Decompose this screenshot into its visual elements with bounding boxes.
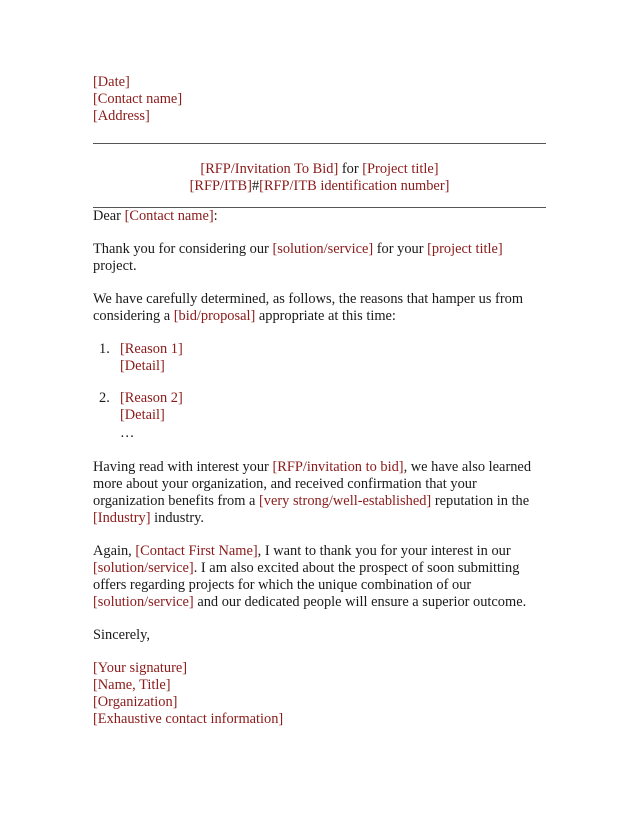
paragraph-organization (93, 459, 548, 527)
reason-placeholder: [Reason 2] (120, 390, 183, 406)
title-line-2 (93, 178, 546, 195)
reason-item (93, 341, 548, 375)
para3-reputation-placeholder: [very strong/well-established] (258, 493, 432, 509)
title-line-1 (93, 161, 546, 178)
salutation-colon: : (213, 208, 218, 224)
reasons-list (93, 341, 548, 424)
signature-block (93, 660, 548, 728)
para2-bid-proposal-placeholder: [bid/proposal] (173, 308, 256, 324)
para4-solution-placeholder-2: [solution/service] (93, 594, 194, 610)
para3-text-1: Having read with interest your (93, 459, 273, 475)
para3-industry-placeholder: [Industry] (93, 510, 151, 526)
rfp-invitation-placeholder: [RFP/Invitation To Bid] (200, 161, 339, 177)
salutation (93, 208, 548, 225)
paragraph-thanks (93, 241, 548, 275)
para3-text-2: , we have also learned more about your organization, and received confirmation that your organization benefits from a (93, 459, 532, 509)
para4-solution-placeholder: [solution/service] (93, 560, 194, 576)
para4-first-name-placeholder: [Contact First Name] (135, 543, 258, 559)
reason-number: 1. (99, 341, 110, 357)
identification-number-placeholder: [RFP/ITB identification number] (259, 178, 450, 194)
para4-text-4: and our dedicated people will ensure a superior outcome. (193, 594, 527, 610)
signature-placeholder: [Your signature] (93, 660, 188, 676)
para2-text-2: appropriate at this time: (255, 308, 396, 324)
project-title-placeholder: [Project title] (362, 161, 439, 177)
para3-text-3: reputation in the (431, 493, 530, 509)
reason-placeholder: [Reason 1] (120, 341, 183, 357)
contact-name-placeholder: [Contact name] (93, 91, 183, 107)
paragraph-thanks-again (93, 543, 548, 611)
title-for-text: for (338, 161, 363, 177)
organization-placeholder: [Organization] (93, 694, 178, 710)
para4-text-2: , I want to thank you for your interest in our (257, 543, 511, 559)
title-hash-text: # (251, 178, 260, 194)
para1-text-3: project. (93, 258, 137, 274)
reason-detail-placeholder: [Detail] (120, 358, 165, 374)
para4-text-3: . I am also excited about the prospect of soon submitting offers regarding projects for which the unique combination of our (93, 560, 520, 593)
letter-title (93, 144, 546, 207)
para2-text-1: We have carefully determined, as follows, the reasons that hamper us from considering a (93, 291, 524, 324)
letter-header (93, 74, 548, 125)
para1-project-title-placeholder: [project title] (427, 241, 503, 257)
reason-item (93, 390, 548, 424)
reason-number: 2. (99, 390, 110, 406)
para1-solution-placeholder: [solution/service] (272, 241, 374, 257)
name-title-placeholder: [Name, Title] (93, 677, 171, 693)
closing: Sincerely, (93, 627, 151, 643)
paragraph-reasons-intro (93, 291, 548, 325)
rfp-itb-placeholder: [RFP/ITB] (189, 178, 252, 194)
address-placeholder: [Address] (93, 108, 150, 124)
para3-rfp-placeholder: [RFP/invitation to bid] (272, 459, 404, 475)
contact-info-placeholder: [Exhaustive contact information] (93, 711, 284, 727)
letter-page (93, 74, 548, 728)
salutation-name-placeholder: [Contact name] (124, 208, 214, 224)
para4-text-1: Again, (93, 543, 136, 559)
para1-text-2: for your (373, 241, 428, 257)
reason-detail-placeholder: [Detail] (120, 407, 165, 423)
list-ellipsis: … (120, 425, 135, 441)
para1-text-1: Thank you for considering our (93, 241, 273, 257)
salutation-dear: Dear (93, 208, 125, 224)
para3-text-4: industry. (150, 510, 204, 526)
date-placeholder: [Date] (93, 74, 130, 90)
